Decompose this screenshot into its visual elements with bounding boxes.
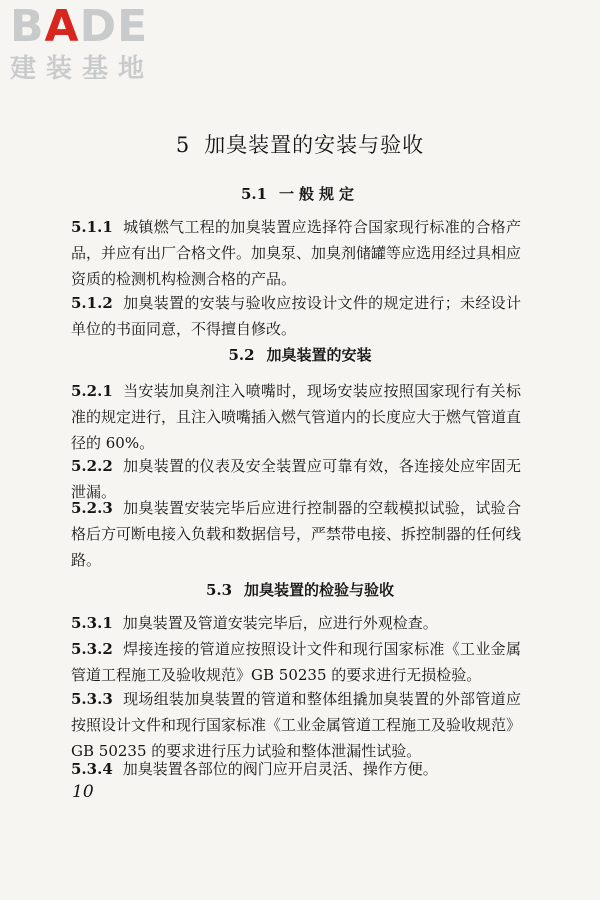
clause-text: 加臭装置各部位的阀门应开启灵活、操作方便。 <box>122 760 438 778</box>
clause <box>71 756 521 782</box>
section-number: 5.1 <box>240 185 268 203</box>
logo-wordmark <box>10 1 154 52</box>
section-heading <box>0 182 600 206</box>
clause <box>71 378 521 456</box>
clause-number: 5.3.1 <box>71 614 113 632</box>
section-heading <box>0 578 600 602</box>
clause-number: 5.2.2 <box>71 457 113 475</box>
clause-text: 加臭装置的仪表及安全装置应可靠有效，各连接处应牢固无泄漏。 <box>71 457 521 501</box>
logo <box>10 1 155 86</box>
clause <box>71 214 521 292</box>
chapter-title <box>0 130 600 160</box>
logo-letter-a: A <box>44 1 80 52</box>
page-number: 10 <box>72 782 94 802</box>
clause-text: 城镇燃气工程的加臭装置应选择符合国家现行标准的合格产品，并应有出厂合格文件。加臭泵、加臭剂储罐等应选用经过具相应资质的检测机构检测合格的产品。 <box>71 218 522 288</box>
section-heading <box>0 343 600 367</box>
clause-number: 5.2.1 <box>71 382 113 400</box>
clause <box>71 686 521 764</box>
clause-text: 焊接连接的管道应按照设计文件和现行国家标准《工业金属管道工程施工及验收规范》GB 50235 的要求进行无损检验。 <box>71 640 521 684</box>
clause <box>71 290 521 342</box>
clause-number: 5.2.3 <box>71 499 113 517</box>
clause-number: 5.3.2 <box>71 640 113 658</box>
chapter-number: 5 <box>175 133 191 157</box>
clause-number: 5.3.3 <box>71 690 113 708</box>
clause-number: 5.3.4 <box>71 760 113 778</box>
section-title-text: 一般规定 <box>279 185 360 203</box>
logo-letters-de: DE <box>79 1 149 52</box>
clause <box>71 610 521 636</box>
logo-subtitle: 建装基地 <box>10 54 155 84</box>
section-title-text: 加臭装置的安装 <box>266 346 372 364</box>
clause-number: 5.1.1 <box>71 218 113 236</box>
clause <box>71 495 521 573</box>
clause <box>71 636 521 688</box>
clause-number: 5.1.2 <box>71 294 113 312</box>
clause-text: 加臭装置安装完毕后应进行控制器的空载模拟试验，试验合格后方可断电接入负载和数据信号，严禁带电接、拆控制器的任何线路。 <box>71 499 522 569</box>
section-title-text: 加臭装置的检验与验收 <box>244 581 395 599</box>
logo-letter-b: B <box>10 1 45 52</box>
section-number: 5.2 <box>228 346 255 364</box>
chapter-title-text: 加臭装置的安装与验收 <box>204 133 425 157</box>
section-number: 5.3 <box>205 581 233 599</box>
clause-text: 现场组装加臭装置的管道和整体组撬加臭装置的外部管道应按照设计文件和现行国家标准《工业金属管道工程施工及验收规范》GB 50235 的要求进行压力试验和整体泄漏性试验。 <box>71 690 522 760</box>
clause-text: 当安装加臭剂注入喷嘴时，现场安装应按照国家现行有关标准的规定进行，且注入喷嘴插入燃气管道内的长度应大于燃气管道直径的 60%。 <box>71 382 522 452</box>
clause-text: 加臭装置的安装与验收应按设计文件的规定进行；未经设计单位的书面同意，不得擅自修改。 <box>71 294 521 338</box>
clause-text: 加臭装置及管道安装完毕后，应进行外观检查。 <box>122 614 438 632</box>
